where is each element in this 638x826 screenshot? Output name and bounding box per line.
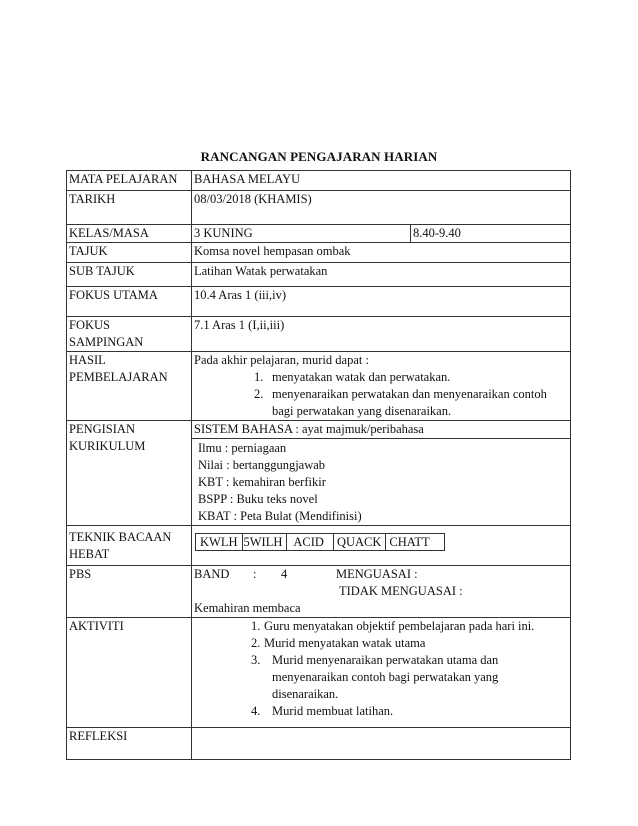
label-mata-pelajaran: MATA PELAJARAN: [67, 171, 192, 191]
list-text: Murid membuat latihan.: [272, 704, 394, 718]
list-number: 2.: [254, 387, 264, 401]
teknik-option-quack: QUACK: [333, 533, 386, 551]
label-kelas-masa: KELAS/MASA: [67, 225, 192, 243]
label-teknik-line1: TEKNIK BACAAN: [69, 530, 172, 544]
list-text-cont: menyenaraikan contoh bagi perwatakan yang: [272, 670, 499, 684]
aktiviti-item: [194, 635, 568, 652]
row-pengisian-kurikulum: [67, 421, 571, 526]
list-text: menyatakan watak dan perwatakan.: [272, 370, 451, 384]
list-text: Guru menyatakan objektif pembelajaran pada hari ini.: [264, 619, 535, 633]
row-aktiviti: [67, 618, 571, 728]
value-mata-pelajaran: BAHASA MELAYU: [192, 171, 571, 191]
pbs-band-value: 4: [281, 567, 288, 581]
list-number: 2.: [251, 636, 261, 650]
pengisian-line: Nilai : bertanggungjawab: [198, 458, 326, 472]
list-number: 4.: [251, 704, 261, 718]
pengisian-line: KBAT : Peta Bulat (Mendifinisi): [198, 509, 362, 523]
label-pengisian-line2: KURIKULUM: [69, 439, 146, 453]
teknik-options: [196, 533, 568, 551]
teknik-option-5wilh: 5WILH: [242, 533, 288, 551]
label-fokus-sampingan-line1: FOKUS: [69, 318, 110, 332]
label-pbs: PBS: [67, 566, 192, 618]
label-fokus-sampingan: [67, 317, 192, 352]
pbs-band-line: [194, 566, 568, 583]
value-pengisian-kurikulum: [192, 421, 571, 526]
label-pengisian-kurikulum: [67, 421, 192, 526]
label-tajuk: TAJUK: [67, 243, 192, 263]
row-hasil-pembelajaran: [67, 352, 571, 421]
value-fokus-utama: 10.4 Aras 1 (iii,iv): [192, 287, 571, 317]
row-pbs: [67, 566, 571, 618]
aktiviti-item: [194, 618, 568, 635]
row-fokus-utama: [67, 287, 571, 317]
aktiviti-item: [194, 703, 568, 720]
pengisian-line: Ilmu : perniagaan: [198, 441, 287, 455]
value-refleksi: [192, 728, 571, 760]
label-tarikh: TARIKH: [67, 191, 192, 225]
sistem-bahasa: SISTEM BAHASA : ayat majmuk/peribahasa: [194, 422, 424, 436]
pengisian-details-box: [192, 438, 570, 525]
value-teknik-bacaan: [192, 526, 571, 566]
aktiviti-item: [194, 652, 568, 703]
list-text: Murid menyenaraikan perwatakan utama dan: [272, 653, 499, 667]
row-sub-tajuk: [67, 263, 571, 287]
teknik-option-kwlh: KWLH: [195, 533, 243, 551]
document-title: RANCANGAN PENGAJARAN HARIAN: [200, 149, 438, 164]
label-hasil-pembelajaran: [67, 352, 192, 421]
row-tarikh: [67, 191, 571, 225]
value-fokus-sampingan: 7.1 Aras 1 (I,ii,iii): [192, 317, 571, 352]
label-aktiviti: AKTIVITI: [67, 618, 192, 728]
pbs-tidak-line: [194, 583, 568, 600]
label-pengisian-line1: PENGISIAN: [69, 422, 135, 436]
hasil-intro: Pada akhir pelajaran, murid dapat :: [194, 353, 369, 367]
row-refleksi: [67, 728, 571, 760]
value-tarikh: 08/03/2018 (KHAMIS): [192, 191, 571, 225]
label-fokus-utama: FOKUS UTAMA: [67, 287, 192, 317]
list-number: 1.: [251, 619, 261, 633]
value-kelas: 3 KUNING: [192, 225, 411, 243]
label-teknik-line2: HEBAT: [69, 547, 110, 561]
pbs-kemahiran: Kemahiran membaca: [194, 601, 301, 615]
list-text-cont: disenaraikan.: [272, 687, 339, 701]
hasil-item: [194, 386, 568, 420]
hasil-list: [194, 369, 568, 420]
list-text: Murid menyatakan watak utama: [264, 636, 426, 650]
pengisian-line: BSPP : Buku teks novel: [198, 492, 318, 506]
label-hasil-line2: PEMBELAJARAN: [69, 370, 168, 384]
value-tajuk: Komsa novel hempasan ombak: [192, 243, 571, 263]
label-fokus-sampingan-line2: SAMPINGAN: [69, 335, 144, 349]
pbs-tidak-menguasai: TIDAK MENGUASAI :: [339, 584, 463, 598]
label-sub-tajuk: SUB TAJUK: [67, 263, 192, 287]
list-number: 1.: [254, 370, 264, 384]
teknik-option-chatt: CHATT: [385, 533, 444, 551]
list-text: menyenaraikan perwatakan dan menyenaraikan contoh: [272, 387, 547, 401]
teknik-option-acid: ACID: [286, 533, 334, 551]
value-hasil-pembelajaran: [192, 352, 571, 421]
list-number: 3.: [251, 653, 261, 667]
list-text-cont: bagi perwatakan yang disenaraikan.: [272, 404, 452, 418]
label-teknik-bacaan: [67, 526, 192, 566]
aktiviti-list: [194, 618, 568, 720]
value-pbs: [192, 566, 571, 618]
row-mata-pelajaran: [67, 171, 571, 191]
lesson-plan-table: [66, 170, 571, 760]
pbs-colon: :: [253, 567, 257, 581]
pbs-menguasai: MENGUASAI :: [336, 567, 418, 581]
row-teknik-bacaan: [67, 526, 571, 566]
label-hasil-line1: HASIL: [69, 353, 106, 367]
row-tajuk: [67, 243, 571, 263]
value-sub-tajuk: Latihan Watak perwatakan: [192, 263, 571, 287]
row-fokus-sampingan: [67, 317, 571, 352]
value-masa: 8.40-9.40: [411, 225, 571, 243]
row-kelas-masa: [67, 225, 571, 243]
pengisian-line: KBT : kemahiran berfikir: [198, 475, 326, 489]
value-aktiviti: [192, 618, 571, 728]
label-refleksi: REFLEKSI: [67, 728, 192, 760]
pbs-band-label: BAND: [194, 567, 230, 581]
hasil-item: [194, 369, 568, 386]
